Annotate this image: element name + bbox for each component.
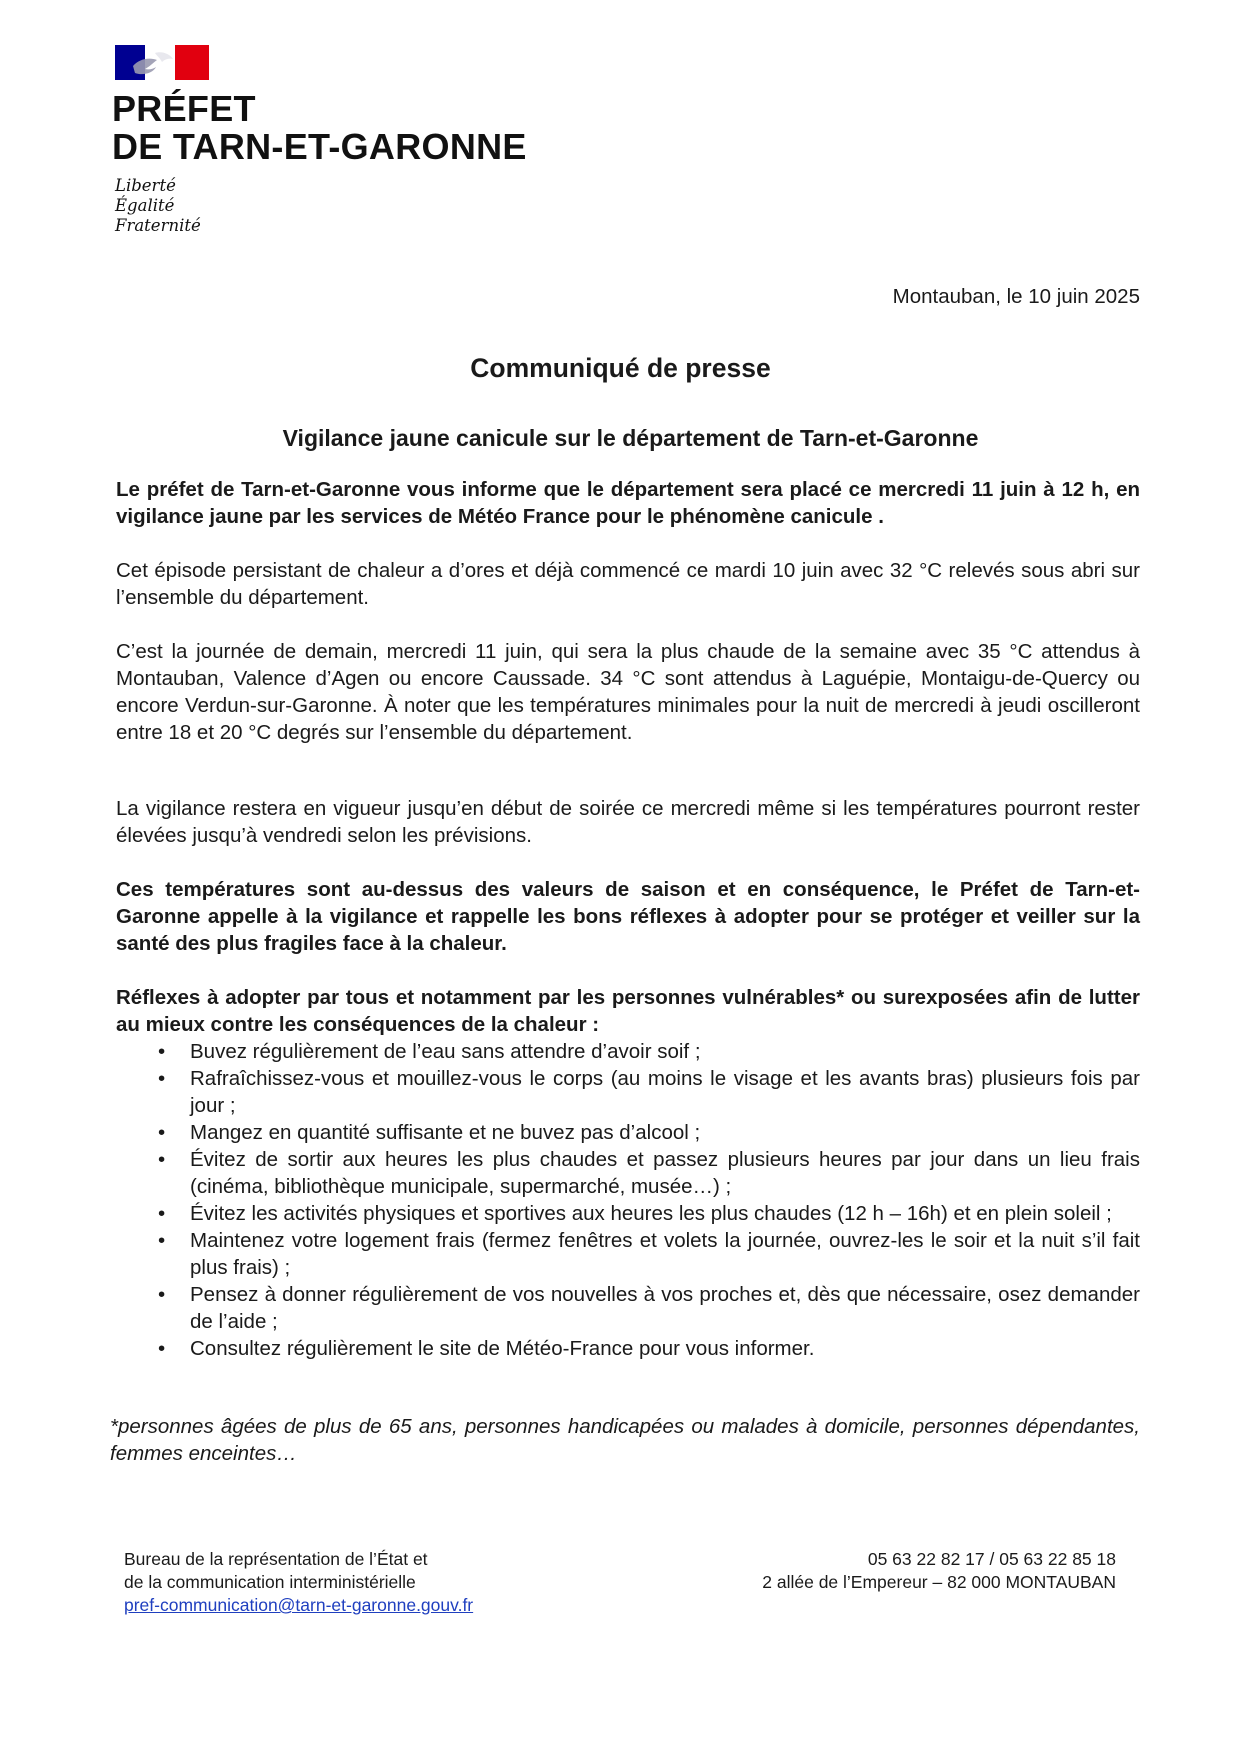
list-item: • Évitez de sortir aux heures les plus chaudes et passez plusieurs heures par jour dans un lieu frais (cinéma, bibliothèque municipale, supermarché, musée…) ; bbox=[158, 1148, 1140, 1198]
bullet-icon: • bbox=[158, 1283, 166, 1306]
bullet-icon: • bbox=[158, 1148, 166, 1171]
list-item: • Consultez régulièrement le site de Météo-France pour vous informer. bbox=[158, 1337, 815, 1360]
footer-phones: 05 63 22 82 17 / 05 63 22 85 18 bbox=[867, 1549, 1116, 1569]
reflexes-list bbox=[116, 1038, 1140, 1362]
motto-egalite: Égalité bbox=[115, 196, 175, 215]
list-item: • Évitez les activités physiques et sportives aux heures les plus chaudes (12 h – 16h) et en plein soleil ; bbox=[158, 1202, 1112, 1225]
paragraph-3: La vigilance restera en vigueur jusqu’en début de soirée ce mercredi même si les températures pourront rester élevées jusqu’à vendredi selon les prévisions. bbox=[116, 797, 1140, 847]
republic-motto bbox=[115, 176, 201, 236]
list-item: • Mangez en quantité suffisante et ne buvez pas d’alcool ; bbox=[158, 1121, 701, 1144]
motto-fraternite: Fraternité bbox=[115, 216, 201, 235]
warning-paragraph: Ces températures sont au-dessus des valeurs de saison et en conséquence, le Préfet de Tarn-et-Garonne appelle à la vigilance et rappelle les bons réflexes à adopter pour se protéger et veiller sur la santé des plus fragiles face à la chaleur. bbox=[116, 878, 1140, 955]
footer-office bbox=[124, 1548, 473, 1617]
document-title: Communiqué de presse bbox=[470, 353, 771, 383]
intro-paragraph: Le préfet de Tarn-et-Garonne vous informe que le département sera placé ce mercredi 11 juin à 12 h, en vigilance jaune par les services de Météo France pour le phénomène canicule . bbox=[116, 478, 1140, 528]
footer-office-line-2: de la communication interministérielle bbox=[124, 1572, 416, 1592]
prefet-title bbox=[112, 90, 527, 166]
motto-liberte: Liberté bbox=[115, 176, 176, 195]
bullet-icon: • bbox=[158, 1337, 166, 1360]
paragraph-2: C’est la journée de demain, mercredi 11 juin, qui sera la plus chaude de la semaine avec 35 °C attendus à Montauban, Valence d’Agen ou encore Caussade. 34 °C sont attendus à Laguépie, Montaigu-de-Quercy ou encore Verdun-sur-Garonne. À noter que les températures minimales pour la nuit de mercredi à jeudi oscilleront entre 18 et 20 °C degrés sur l’ensemble du département. bbox=[116, 640, 1140, 744]
bullet-icon: • bbox=[158, 1067, 166, 1090]
footnote: *personnes âgées de plus de 65 ans, personnes handicapées ou malades à domicile, personnes dépendantes, femmes enceintes… bbox=[110, 1415, 1140, 1465]
list-item: • Rafraîchissez-vous et mouillez-vous le corps (au moins le visage et les avants bras) plusieurs fois par jour ; bbox=[158, 1067, 1140, 1117]
reflexes-heading: Réflexes à adopter par tous et notamment par les personnes vulnérables* ou surexposées afin de lutter au mieux contre les conséquences de la chaleur : bbox=[116, 986, 1140, 1036]
bullet-icon: • bbox=[158, 1121, 166, 1144]
document-subtitle: Vigilance jaune canicule sur le département de Tarn-et-Garonne bbox=[282, 425, 979, 451]
contact-email-link[interactable]: pref-communication@tarn-et-garonne.gouv.fr bbox=[124, 1595, 474, 1615]
bullet-icon: • bbox=[158, 1040, 166, 1063]
prefet-line-2: DE TARN-ET-GARONNE bbox=[112, 126, 527, 167]
footer-contact bbox=[762, 1548, 1116, 1594]
prefet-line-1: PRÉFET bbox=[112, 88, 256, 129]
marianne-logo bbox=[115, 45, 209, 80]
footer-address: 2 allée de l’Empereur – 82 000 MONTAUBAN bbox=[762, 1572, 1116, 1592]
list-item: • Maintenez votre logement frais (fermez fenêtres et volets la journée, ouvrez-les le soir et la nuit s’il fait plus frais) ; bbox=[158, 1229, 1140, 1279]
list-item: • Pensez à donner régulièrement de vos nouvelles à vos proches et, dès que nécessaire, osez demander de l’aide ; bbox=[158, 1283, 1140, 1333]
paragraph-1: Cet épisode persistant de chaleur a d’ores et déjà commencé ce mardi 10 juin avec 32 °C relevés sous abri sur l’ensemble du département. bbox=[116, 559, 1140, 609]
bullet-icon: • bbox=[158, 1229, 166, 1252]
date-line: Montauban, le 10 juin 2025 bbox=[892, 285, 1140, 308]
footer-office-line-1: Bureau de la représentation de l’État et bbox=[124, 1549, 428, 1569]
list-item: • Buvez régulièrement de l’eau sans attendre d’avoir soif ; bbox=[158, 1040, 701, 1063]
bullet-icon: • bbox=[158, 1202, 166, 1225]
